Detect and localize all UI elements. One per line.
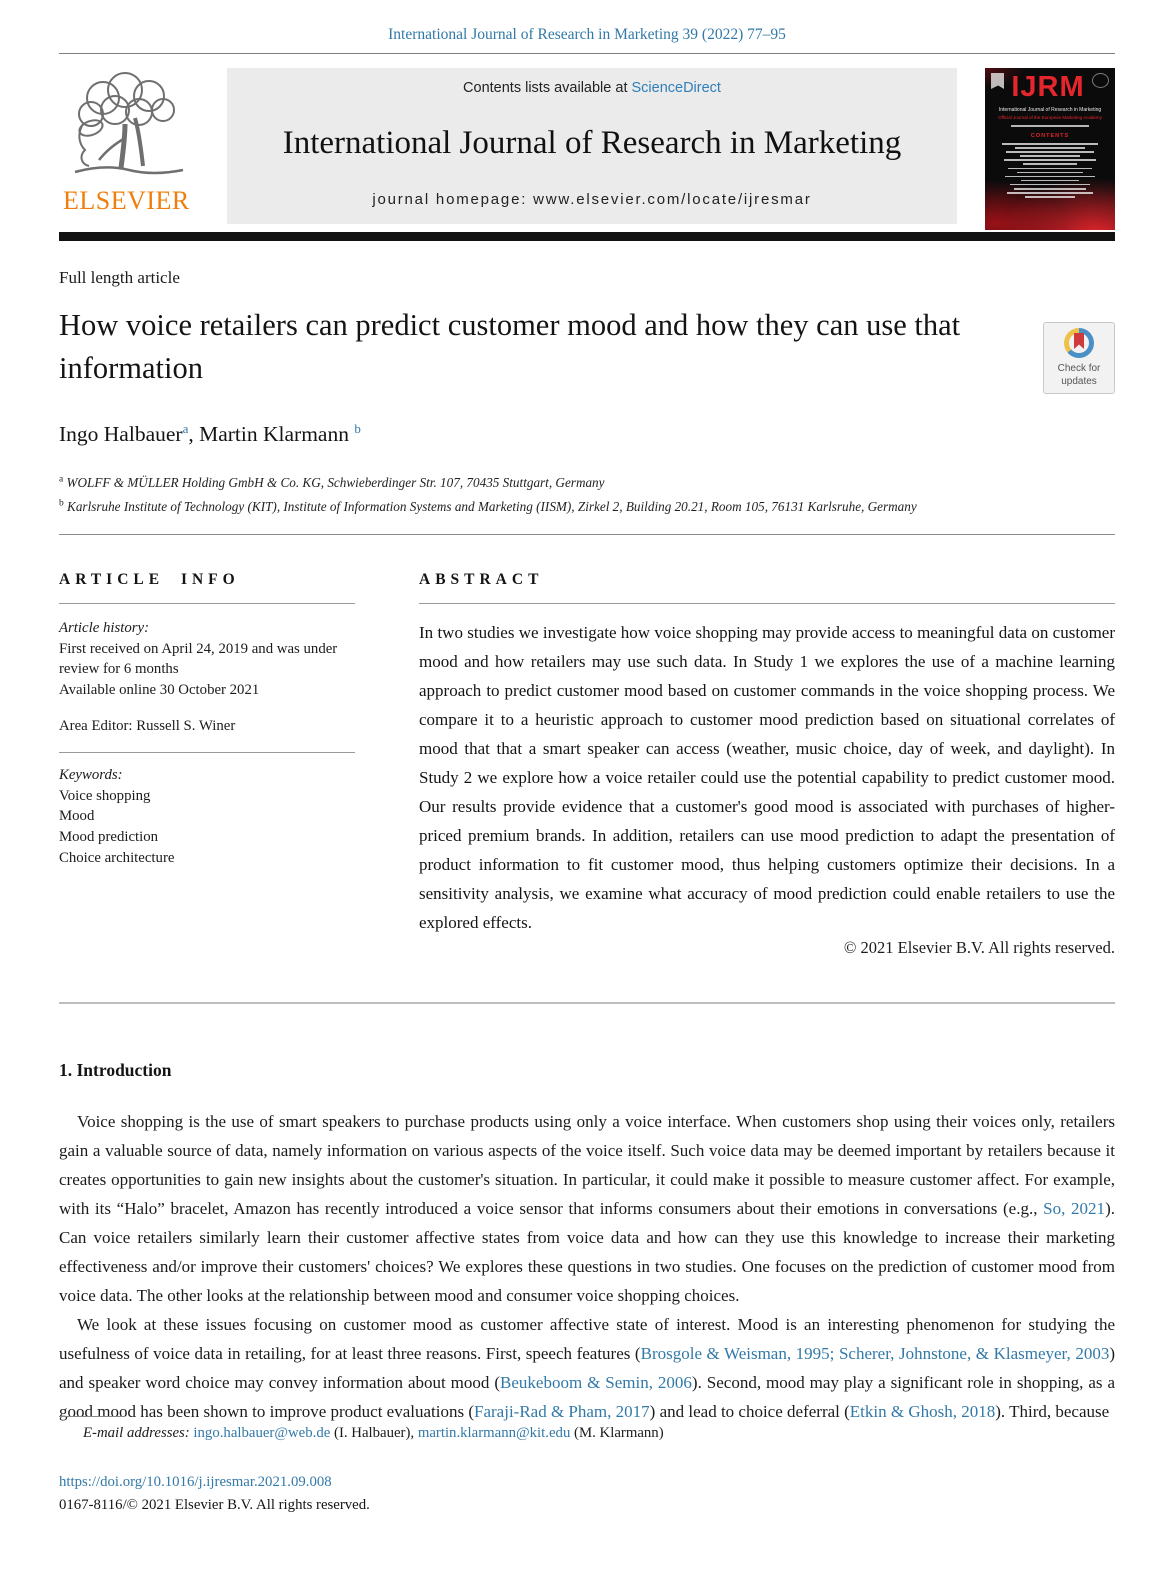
article-history — [59, 618, 355, 700]
citation-link[interactable]: Beukeboom & Semin, 2006 — [500, 1373, 692, 1393]
divider — [59, 1002, 1115, 1004]
cover-title: IJRM — [1011, 71, 1085, 103]
emails-label: E-mail addresses: — [83, 1425, 194, 1441]
author-name: Ingo Halbauer — [59, 421, 183, 446]
abstract-heading: ABSTRACT — [419, 571, 544, 589]
cover-contents-label: CONTENTS — [1030, 133, 1070, 139]
history-line: First received on April 24, 2019 and was under review for 6 months — [59, 640, 338, 678]
cover-text-line — [1021, 180, 1079, 182]
elsevier-tree-icon — [65, 68, 193, 190]
citation-link[interactable]: Brosgole & Weisman, 1995; Scherer, Johnstone, & Klasmeyer, 2003 — [640, 1344, 1110, 1364]
cover-elsevier-mark-icon — [991, 73, 1004, 89]
elsevier-logo — [59, 68, 227, 224]
affiliations — [59, 471, 1115, 519]
email-owner: (M. Klarmann) — [570, 1425, 664, 1441]
history-label: Article history: — [59, 620, 149, 637]
cover-text-line — [1015, 147, 1085, 149]
cover-contents-lines — [985, 143, 1115, 198]
affiliation-marker: a — [59, 474, 64, 485]
info-abstract-section — [59, 557, 1115, 958]
citation-link[interactable]: So, 2021 — [1043, 1199, 1106, 1219]
divider — [59, 752, 355, 753]
paragraph-text: ). Can voice retailers similarly learn their customer affective states from voice data and how can they use this knowledge to increase their marketing effectiveness and/or improve their customers' choices? We explores these questions in two studies. One focuses on the prediction of customer mood from voice data. The other looks at the relationship between mood and consumer voice shopping choices. — [59, 1199, 1115, 1306]
divider — [59, 53, 1115, 54]
keyword: Mood prediction — [59, 829, 159, 846]
article-title: How voice retailers can predict customer mood and how they can use that information — [59, 308, 961, 386]
journal-masthead — [227, 68, 957, 224]
cover-emac-emblem-icon — [1092, 73, 1109, 88]
area-editor-line: Area Editor: Russell S. Winer — [59, 717, 236, 734]
author-affiliation-ref[interactable]: b — [354, 420, 361, 436]
cover-journal-subtitle: Official Journal of the European Marketing Academy — [998, 115, 1102, 120]
abstract-text: In two studies we investigate how voice shopping may provide access to meaningful data on customer mood and how retailers may use such data. In Study 1 we explores the use of a machine learning approach to predict customer mood based on customer commands in the voice shopping process. We compare it to a heuristic approach to customer mood prediction based on situational correlates of mood that that a smart speaker can access (weather, music choice, day of week, and daylight). In Study 2 we explore how a voice retailer could use the potential capability to predict customer mood. Our results provide evidence that a customer's good mood is associated with purchases of higher-priced premium brands. In addition, retailers can use mood prediction to adapt the presentation of product information to fit customer mood, thus helping customers optimize their decisions. In a sensitivity analysis, we examine what accuracy of mood prediction could enable retailers to use the explored effects. — [419, 623, 1115, 933]
crossmark-ring-icon — [1064, 328, 1094, 358]
journal-banner — [59, 68, 1115, 224]
affiliation-marker: b — [59, 498, 64, 509]
bookmark-icon — [1074, 333, 1084, 349]
intro-paragraph — [59, 1310, 1115, 1426]
keyword: Choice architecture — [59, 849, 175, 866]
cover-text-line — [1017, 172, 1083, 174]
doi-link[interactable]: https://doi.org/10.1016/j.ijresmar.2021.09.008 — [59, 1474, 332, 1490]
paragraph-text: ). Third, because — [995, 1402, 1110, 1422]
section-heading-introduction: 1. Introduction — [59, 1060, 172, 1081]
paragraph-text: ) and speaker word choice may convey information about mood ( — [59, 1344, 1115, 1393]
divider — [419, 603, 1115, 604]
affiliation-line — [59, 495, 1115, 519]
author-affiliation-ref[interactable]: a — [182, 420, 189, 436]
email-owner: (I. Halbauer), — [330, 1425, 418, 1441]
cover-text-line — [1020, 155, 1080, 157]
cover-text-line — [1004, 159, 1096, 161]
cover-journal-name: International Journal of Research in Marketing — [998, 107, 1102, 113]
elsevier-wordmark: ELSEVIER — [63, 186, 190, 215]
affiliation-line — [59, 471, 1115, 495]
author-separator: , — [188, 421, 200, 446]
author-line — [59, 421, 1115, 447]
contents-availability-line — [463, 80, 721, 96]
sciencedirect-link[interactable]: ScienceDirect — [631, 80, 721, 96]
cover-text-line — [1023, 163, 1077, 165]
cover-text-line — [1005, 176, 1095, 178]
check-updates-badge[interactable] — [1043, 322, 1115, 394]
page-footnote — [59, 1416, 1115, 1514]
author-name: Martin Klarmann — [199, 421, 349, 446]
cover-text-line — [1007, 192, 1093, 194]
footnote-divider — [59, 1416, 125, 1417]
keyword: Voice shopping — [59, 787, 151, 804]
intro-paragraph — [59, 1107, 1115, 1310]
affiliation-text: Karlsruhe Institute of Technology (KIT), Institute of Information Systems and Marketing (IISM), Zirkel 2, Building 20.21, Room 105, 76131 Karlsruhe, Germany — [67, 498, 917, 514]
cover-text-line — [1002, 143, 1098, 145]
cover-text-line — [1014, 188, 1086, 190]
divider — [59, 534, 1115, 535]
journal-title: International Journal of Research in Marketing — [282, 125, 902, 162]
paragraph-text: We look at these issues focusing on customer mood as customer affective state of interest. Mood is an interesting phenomenon for studying the usefulness of voice data in retailing, for at least three reasons. First, speech features ( — [59, 1315, 1115, 1364]
cover-text-line — [1010, 184, 1090, 186]
article-info-column — [59, 557, 355, 958]
issn-copyright-line: 0167-8116/© 2021 Elsevier B.V. All rights reserved. — [59, 1497, 370, 1513]
check-updates-label: Check for updates — [1057, 363, 1101, 387]
journal-homepage-line[interactable]: journal homepage: www.elsevier.com/locate/ijresmar — [372, 190, 812, 208]
paragraph-text: ). Second, mood may play a significant role in shopping, as a good mood has been shown to improve product evaluations ( — [59, 1373, 1115, 1422]
journal-cover-thumbnail — [985, 68, 1115, 230]
cover-volume-line — [1011, 125, 1089, 127]
copyright-line: © 2021 Elsevier B.V. All rights reserved. — [843, 938, 1115, 958]
affiliation-text: WOLFF & MÜLLER Holding GmbH & Co. KG, Schwieberdinger Str. 107, 70435 Stuttgart, Germany — [66, 474, 605, 490]
paragraph-text: ) and lead to choice deferral ( — [649, 1402, 850, 1422]
history-line: Available online 30 October 2021 — [59, 681, 260, 698]
email-addresses-line — [59, 1425, 1115, 1442]
keywords-label: Keywords: — [59, 767, 123, 784]
cover-text-line — [1006, 151, 1094, 153]
contents-text: Contents lists available at — [463, 80, 632, 96]
email-link[interactable]: ingo.halbauer@web.de — [193, 1425, 331, 1441]
citation-link[interactable]: Faraji-Rad & Pham, 2017 — [474, 1402, 650, 1422]
article-info-heading: ARTICLE INFO — [59, 571, 240, 589]
cover-text-line — [1008, 168, 1092, 170]
page-citation: International Journal of Research in Marketing 39 (2022) 77–95 — [388, 26, 786, 43]
cover-text-line — [1025, 196, 1075, 198]
keyword: Mood — [59, 808, 95, 825]
email-link[interactable]: martin.klarmann@kit.edu — [417, 1425, 571, 1441]
citation-link[interactable]: Etkin & Ghosh, 2018 — [849, 1402, 996, 1422]
divider — [59, 603, 355, 604]
article-type-label: Full length article — [59, 268, 180, 287]
abstract-column — [419, 557, 1115, 958]
section-divider-bar — [59, 232, 1115, 241]
paragraph-text: Voice shopping is the use of smart speakers to purchase products using only a voice interface. When customers shop using their voices only, retailers gain a valuable source of data, namely information on various aspects of the voice itself. Such voice data may be deemed important by retailers because it creates opportunities to gain new insights about the customer's situation. In particular, it could make it possible to measure customer affect. For example, with its “Halo” bracelet, Amazon has recently introduced a voice sensor that informs consumers about their emotions in conversations (e.g., — [59, 1112, 1115, 1219]
keywords-block — [59, 765, 355, 868]
